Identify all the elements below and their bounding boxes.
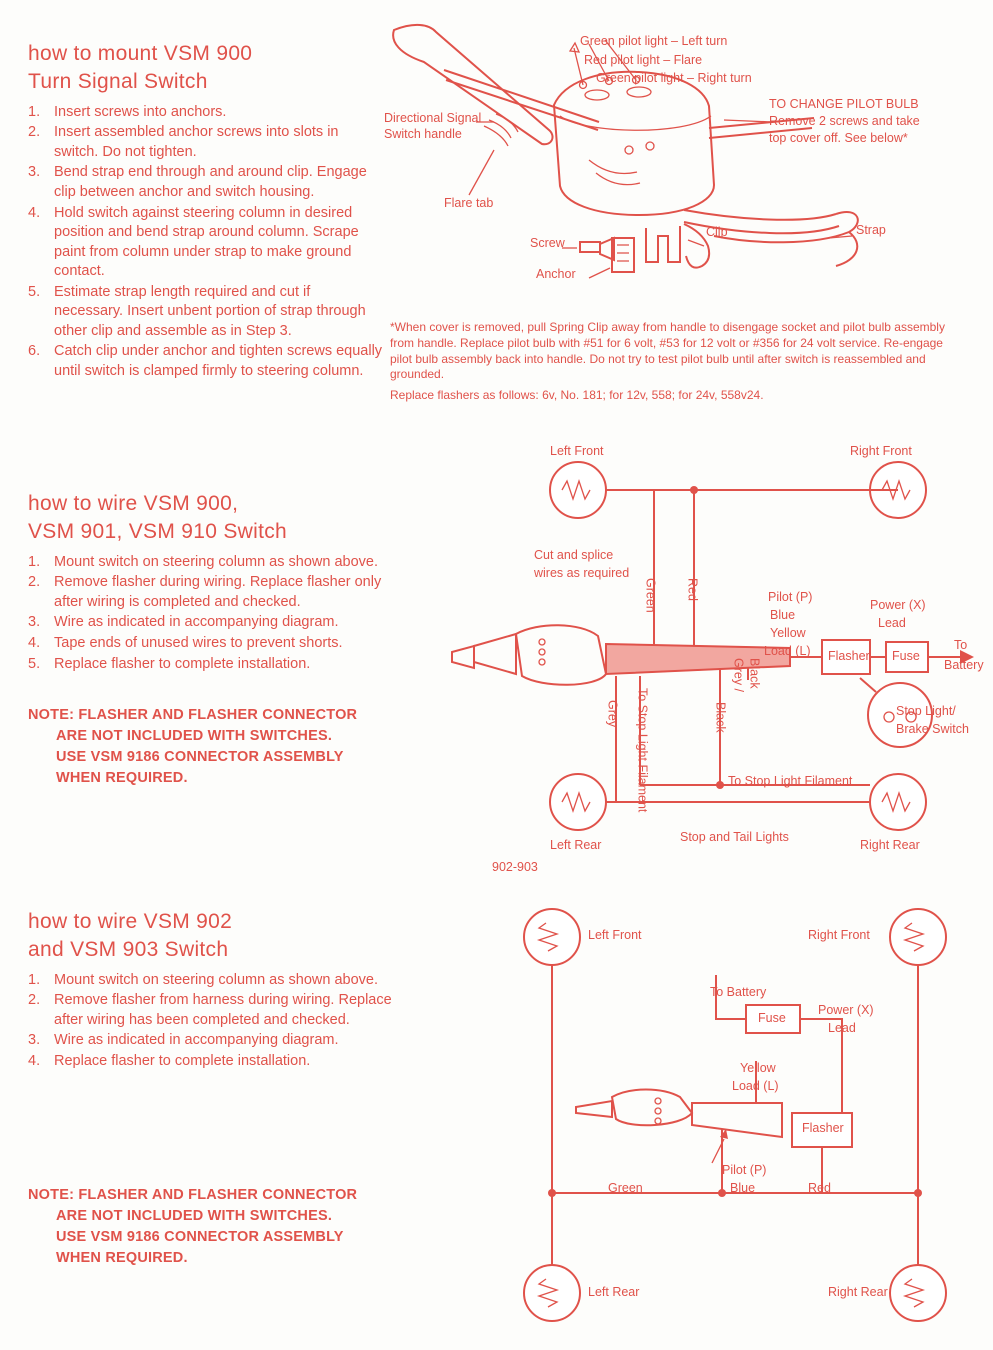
label-green-wire: Green [643,578,658,613]
wire902-instructions-block [28,908,408,1073]
label-anchor: Anchor [536,267,576,281]
label-right-front: Right Front [808,928,870,942]
step-text: Remove flasher during wiring. Replace flasher only after wiring is completed and checked. [54,574,382,610]
list-item [28,283,383,342]
wire902-title-line2: and VSM 903 Switch [28,938,229,962]
step-number: 6. [28,343,41,360]
list-item [28,103,383,123]
label-fuse: Fuse [892,649,920,663]
step-number: 1. [28,103,41,120]
label-yellow-load-2: Load (L) [732,1079,779,1093]
list-item [28,204,383,282]
step-text: Catch clip under anchor and tighten screws equally until switch is clamped firmly to steering column. [54,343,383,379]
list-item [28,634,408,654]
list-item [28,655,408,675]
label-yellow-load-1: Yellow [770,626,806,640]
note-block-2 [28,1185,418,1269]
label-green-left-turn: Green pilot light – Left turn [580,34,728,48]
label-stop-tail-lights: Stop and Tail Lights [680,830,789,844]
step-number: 5. [28,283,41,300]
label-grey-wire: Grey [605,700,620,728]
label-right-front: Right Front [850,444,912,458]
label-right-rear: Right Rear [860,838,920,852]
list-item [28,613,408,633]
label-yellow-load-2: Load (L) [764,644,811,658]
label-fuse: Fuse [758,1011,786,1025]
step-text: Mount switch on steering column as shown above. [54,971,379,988]
label-pilot-blue-2: Blue [730,1181,756,1195]
step-text: Wire as indicated in accompanying diagram. [54,1032,339,1049]
label-change-bulb-line2: top cover off. See below* [769,131,908,145]
note-line3: USE VSM 9186 CONNECTOR ASSEMBLY [56,1229,344,1246]
list-item [28,553,408,573]
step-number: 4. [28,634,41,651]
mount-step-list [28,103,383,382]
label-green-right-turn: Green pilot light – Right turn [596,71,752,85]
step-number: 3. [28,164,41,181]
list-item [28,991,408,1030]
label-right-rear: Right Rear [828,1285,888,1299]
label-clip: Clip [706,225,728,239]
wire902-title [28,908,408,965]
label-strap: Strap [856,223,886,237]
figure-wiring-900 [430,430,990,870]
step-text: Insert screws into anchors. [54,103,227,120]
label-to-stop-filament-right: To Stop Light Filament [728,774,853,788]
label-902-903-code: 902-903 [492,860,538,874]
label-power-x-2: Lead [878,616,906,630]
label-pilot-blue-1: Pilot (P) [768,590,813,604]
note-line4: WHEN REQUIRED. [56,770,188,787]
step-text: Replace flasher to complete installation. [54,1052,311,1069]
figure-wiring-902-903 [430,860,990,1345]
note-line2: ARE NOT INCLUDED WITH SWITCHES. [56,728,333,745]
note-block-1 [28,705,418,789]
note-line1: NOTE: FLASHER AND FLASHER CONNECTOR [28,707,358,723]
wire902-step-list [28,971,408,1072]
wiring-902-drawing [430,875,990,1345]
label-stop-light-2: Brake Switch [896,722,969,736]
label-pilot-blue-1: Pilot (P) [722,1163,767,1177]
label-power-x-1: Power (X) [870,598,926,612]
list-item [28,971,408,991]
mount-instructions-block [28,40,383,383]
label-to-battery: To Battery [710,985,767,999]
label-left-rear: Left Rear [588,1285,640,1299]
wire900-title-line1: how to wire VSM 900, [28,492,239,515]
label-grey-black-2: Black [747,658,762,689]
note-line2: ARE NOT INCLUDED WITH SWITCHES. [56,1208,333,1225]
list-item [28,163,383,202]
label-change-bulb-line1: Remove 2 screws and take [769,114,920,128]
list-item [28,573,408,612]
label-to-battery-1: To [954,638,968,652]
step-text: Replace flasher to complete installation. [54,655,311,672]
step-number: 2. [28,124,41,141]
label-power-x-1: Power (X) [818,1003,874,1017]
footnote-flasher: Replace flashers as follows: 6v, No. 181; for 12v, 558; for 24v, 558v24. [390,388,764,402]
wire900-step-list [28,553,408,674]
label-red-flare: Red pilot light – Flare [584,53,703,67]
step-number: 4. [28,204,41,221]
label-left-front: Left Front [550,444,604,458]
label-screw: Screw [530,236,565,250]
step-number: 2. [28,574,41,591]
label-flasher: Flasher [828,649,870,663]
label-stop-light-1: Stop Light/ [896,704,956,718]
footnote-bulb: *When cover is removed, pull Spring Clip away from handle to disengage socket and pilot bulb assembly from handle. Replace pilot bulb with #51 for 6 volt, #53 for 12 volt or #356 for 24 volt service. Re-engage pilot bulb assembly back into handle. Do not try to test pilot bulb until after switch is reassembled and grounded. [390,320,945,382]
wire902-title-line1: how to wire VSM 902 [28,910,233,933]
step-text: Insert assembled anchor screws into slots in switch. Do not tighten. [54,124,339,160]
label-switch-handle: Switch handle [384,127,462,141]
label-to-stop-filament-left: To Stop Light Filament [635,688,650,813]
label-left-front: Left Front [588,928,642,942]
mount-title-line2: Turn Signal Switch [28,70,208,94]
label-change-bulb-title: TO CHANGE PILOT BULB [769,97,919,111]
label-flare-tab: Flare tab [444,196,494,210]
label-left-rear: Left Rear [550,838,602,852]
note-line1: NOTE: FLASHER AND FLASHER CONNECTOR [28,1187,358,1203]
label-black-wire: Black [713,702,728,733]
step-text: Remove flasher from harness during wiring. Replace after wiring has been completed and checked. [54,992,392,1028]
mount-title [28,40,383,97]
wire900-title [28,490,408,547]
step-number: 3. [28,614,41,631]
mount-title-line1: how to mount VSM 900 [28,42,253,65]
label-grey-black-1: Grey / [731,658,746,693]
step-number: 4. [28,1052,41,1069]
label-to-battery-2: Battery [944,658,984,672]
wire900-title-line2: VSM 901, VSM 910 Switch [28,520,288,544]
step-text: Estimate strap length required and cut if necessary. Insert unbent portion of strap through other clip and assemble as in Step 3. [54,283,366,339]
step-text: Mount switch on steering column as shown above. [54,553,379,570]
step-number: 1. [28,971,41,988]
step-number: 2. [28,992,41,1009]
step-number: 3. [28,1032,41,1049]
label-cut-splice-1: Cut and splice [534,548,614,562]
step-text: Hold switch against steering column in desired position and bend strap around column. Scrape paint from column under strap to make ground contact. [54,204,359,280]
wire900-instructions-block [28,490,408,675]
list-item [28,123,383,162]
list-item [28,1052,408,1072]
label-pilot-blue-2: Blue [770,608,796,622]
note-line3: USE VSM 9186 CONNECTOR ASSEMBLY [56,749,344,766]
step-text: Bend strap end through and around clip. Engage clip between anchor and switch housing. [54,164,367,200]
label-power-x-2: Lead [828,1021,856,1035]
note-line4: WHEN REQUIRED. [56,1250,188,1267]
step-number: 5. [28,655,41,672]
label-green-wire: Green [608,1181,643,1195]
step-number: 1. [28,553,41,570]
step-text: Wire as indicated in accompanying diagram. [54,614,339,631]
label-flasher: Flasher [802,1121,844,1135]
label-directional-signal: Directional Signal [384,111,482,125]
label-red-wire: Red [685,578,700,601]
label-red-wire: Red [808,1181,831,1195]
list-item [28,342,383,381]
list-item [28,1031,408,1051]
label-cut-splice-2: wires as required [534,566,630,580]
label-yellow-load-1: Yellow [740,1061,776,1075]
figure-switch-exploded [384,10,984,425]
step-text: Tape ends of unused wires to prevent shorts. [54,634,343,651]
